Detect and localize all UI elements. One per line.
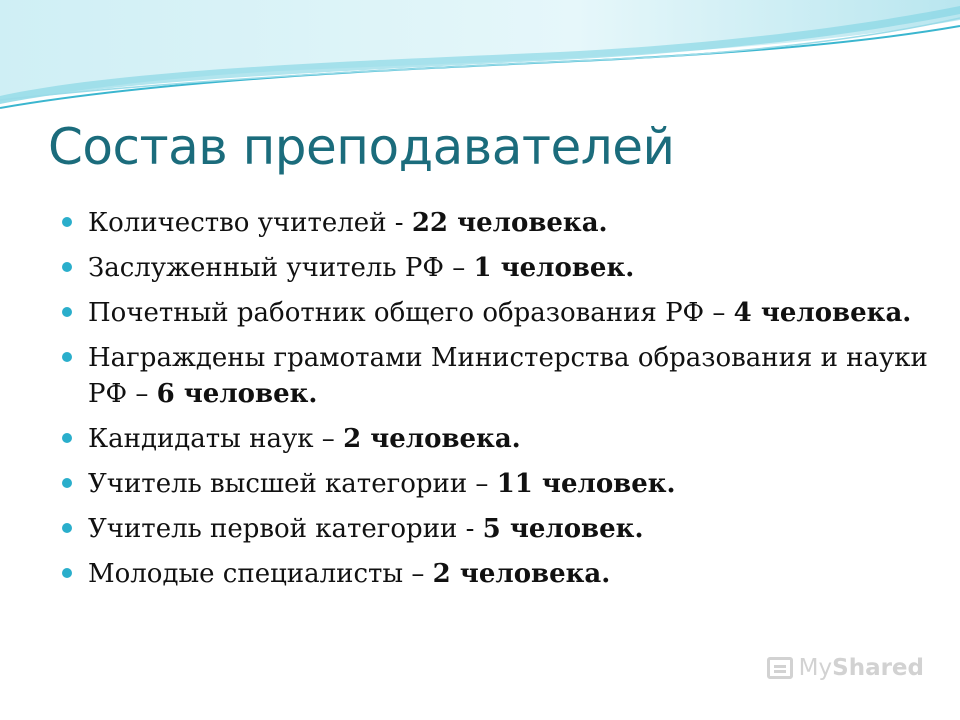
item-text: Награждены грамотами Министерства образования и науки РФ –: [88, 343, 928, 409]
bullet-icon: [62, 478, 72, 488]
item-text: Кандидаты наук –: [88, 424, 344, 454]
list-item: [60, 295, 940, 331]
item-value: 2 человека.: [343, 424, 521, 454]
item-value: 22 человека.: [411, 208, 608, 238]
item-value: 5 человек.: [482, 514, 644, 544]
bullet-list: [60, 205, 940, 601]
presentation-logo-icon: [767, 657, 793, 679]
list-item: [60, 466, 940, 502]
item-text: Почетный работник общего образования РФ –: [88, 298, 734, 328]
bullet-icon: [62, 307, 72, 317]
bullet-icon: [62, 568, 72, 578]
bullet-icon: [62, 352, 72, 362]
header-wave-decoration: [0, 0, 960, 120]
item-value: 6 человек.: [156, 379, 318, 409]
bullet-icon: [62, 523, 72, 533]
watermark-logo: [767, 655, 924, 681]
bullet-icon: [62, 433, 72, 443]
list-item: [60, 556, 940, 592]
item-value: 1 человек.: [473, 253, 635, 283]
item-value: 2 человека.: [432, 559, 611, 589]
item-text: Учитель высшей категории –: [88, 469, 497, 499]
list-item: [60, 421, 940, 457]
slide-title: Состав преподавателей: [48, 118, 675, 176]
watermark-my: My: [798, 655, 833, 681]
item-text: Заслуженный учитель РФ –: [88, 253, 474, 283]
watermark-shared: Shared: [832, 655, 924, 681]
item-value: 11 человек.: [496, 469, 676, 499]
item-text: Молодые специалисты –: [88, 559, 433, 589]
bullet-icon: [62, 262, 72, 272]
list-item: [60, 340, 940, 412]
item-text: Количество учителей -: [88, 208, 412, 238]
list-item: [60, 205, 940, 241]
item-text: Учитель первой категории -: [88, 514, 483, 544]
bullet-icon: [62, 217, 72, 227]
list-item: [60, 511, 940, 547]
item-value: 4 человека.: [733, 298, 912, 328]
list-item: [60, 250, 940, 286]
